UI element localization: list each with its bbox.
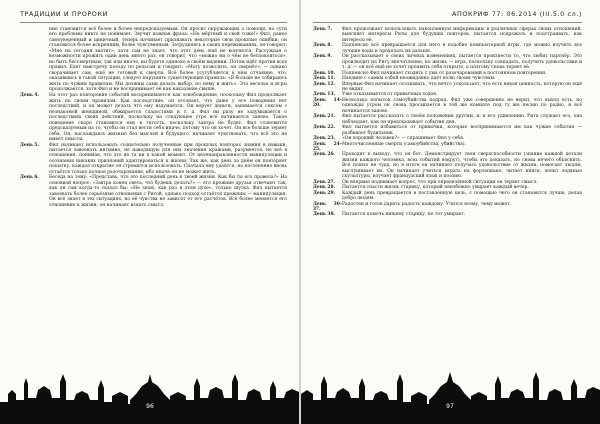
entry-text: Он рассказывает о своих личных изменениях, пытается произнести то, что любит партнёр. Это производит на Риту впечатление, но жизнь — игра, поскольку совпадать, получить удовольствие и т. д. — он всё ещё не хочет проявить себя открыто, а поэтому снова теряет её. [342,54,582,71]
right-page [301,0,600,424]
entry-label: День 13. [313,92,336,98]
page-body [313,27,582,218]
entry-label: День 29. [313,190,336,196]
diary-entry [313,212,582,217]
diary-entry [313,27,582,43]
page-body [20,27,287,208]
header-rule [20,22,287,23]
entry-text: Фил начинает использовать сознательно полученные при прошлых повторах знания в навыки, пытается завоевать интимно, не наводящую для них значения кражами, разумеется, но всё в отношения, понимая, что это не та ни в какой момент. От целенаправленности манипуляции и осознания никаких признаний адаптироваться к жизни. Так же, как день за днём он повторяет попытку, каждое открытие он стремится использовать. Сначала ему удаётся, но постепенно вновь остаётся только полное разочарование, ибо иначе он не может жить. [49,142,287,175]
entry-text: Он впервые поднимает вопрос, что при определённой ситуации он теряет смысл. [342,179,538,185]
entry-label: День 28. [313,185,336,191]
city-skyline-illustration [0,354,299,424]
entry-label: День 5. [20,142,40,148]
diary-entry [20,143,287,176]
entry-label: День 21. [313,114,336,120]
diary-entry [313,43,582,54]
entry-label: День 38. [313,212,336,218]
diary-entry [313,54,582,70]
entry-label: День 26. [313,152,336,158]
entry-label: День 24–25. [313,141,342,152]
city-skyline-illustration [301,354,600,424]
diary-entry [313,152,582,179]
entry-text: Беседа на тему: «Представь, что это последний день в твоей жизни. Как бы ты его провела?» На основной вопрос: «Завтра конец света, что будешь делать?» — его прежние друзья отвечают так, как он сам когда-то сказал бы: «Не знаю, как раз в этом духе», только шутка. Фил пытается завоевать более серьёзные отношения с Ритой, однако подход остаётся прежним — манипуляция. Он всё знает в тех ситуациях, но её чувства не зависят от его расчётов. Всё более меняется его отношение к жизни, он начинает искать смысл. [49,175,287,208]
entry-text: Фил пытается рассказать о своём положении другим, и, к его удивлению, Рита слушает его, она наблюдает, как он предсказывает события дня. [342,114,582,125]
entry-label: День 30–37. [313,201,342,212]
entry-text: Пытается помочь нищему старику, но тот умирает. [342,212,466,218]
diary-entry [313,82,582,93]
entry-label: День 22. [313,125,336,131]
diary-entry [20,175,287,208]
entry-text: Многочисленные смерти (самоубийства, убийства). [342,141,466,147]
entry-label: День 23. [313,136,336,142]
entry-text: Проходит к выводу, что он бог. Демонстрирует свои сверхспособности (знание каждой детали жизни каждого человека, всех событий вокруг), чтобы это доказать, но снова нечего объяснить. Всё пошло не туда, но в итоге он начинает получать удовольствие от жизни, помогает людям, выслушивает их. Он начинает учиться играть на фортепиано, читает книги, лепит ледяные скульптуры, изучает французский язык и поэзию. [342,152,582,180]
diary-entry [313,125,582,136]
entry-text: Несколько попыток самоубийства подряд. Фил уже совершенно не верит, что выход есть, но однажды утром он снова просыпается в той же комнате под ту же песню по радио, и всё начинается заново. [342,97,582,114]
entry-text: Каждый день превращается в поставленную цель, с помощью чего он становится лучше, делая добро людям. [342,190,582,202]
entry-label: День 8. [313,43,333,49]
entry-label: День 9. [313,54,333,60]
entry-label: День 10. [313,70,336,76]
diary-entry [313,98,582,114]
entry-text: Поппенсио Фил начинает сходить с ума от разочарований в постоянном повторении. [342,70,547,76]
header-rule [313,22,582,23]
entry-label: День 7. [313,27,333,32]
entry-label: День 12. [313,81,336,87]
diary-entry [313,114,582,125]
entry-label: День 14–20. [313,97,342,109]
diary-entry [313,202,582,213]
entry-text: Радостен и готов дарить радость каждому. Учится всему, чему может. [342,201,512,207]
diary-entry [20,93,287,142]
diary-entry [313,191,582,202]
entry-text: Поппенсио всё превращается для него в подобие компьютерной игры, где можно изучить все лучшие ходы и проделать их дальше. [342,43,582,54]
entry-text: Пытается спасти жизнь старику, который неизбежно умирает каждый вечер. [342,185,529,191]
entry-text: Впервые Фил начинает осознавать, что нечто ускользает, что есть некая ценность, которую он ещё не видит. [342,81,582,92]
diary-entry [313,142,582,153]
entry-label: День 4. [20,93,40,99]
entry-text: Фил пытается избавиться от привычки, которые воспринимаются им как чужие события — разбивает будильник. [342,125,582,136]
entry-label: День 6. [20,175,40,181]
page-number: 97 [446,403,454,410]
running-header: АПОКРИФ 77: 06.2014 (III.5.0 сл.) [452,10,582,18]
intro-paragraph: ние становится всё более и более непредсказуемым. Он просит окружающих о помощи, но сути его проблемы никто не понимает. Звучит важная фраза: «Не мёртвый и свой тоже!» Фил, ранее самоуверенный и циничный, теперь начинает признавать некоторые свои прошлые ошибки, он становится более искренним, более чувственным. Затрудняясь в своих переживаниях, он говорит: «Мне на сегодня хватит», хотя сам не знает, что этот день ещё не кончился. Рассуждая о возможности прожить один день много раз, он говорит, что «можно ни о чём не беспокоиться», но быть бессмертным, так или иначе, вы будете одиноко в своём видении. Потом идёт против всех правил. Едет навстречу поезду по рельсам и говорит: «Могу позволить, он свернёт», — однако сворачивает сам, ещё не готовый к смерти. Всё более усугубляется в нём отчаяние, что, оказавшись в такой ситуации, следует нарушить существующие правила: «Я больше не собираюсь жить по чужим правилам. Мы должны сами делать выбор, по нему и жить». Это веселье и игры продолжается, хотя Фил и не воспринимает её как наказание свыше. [49,27,287,92]
entry-text: Фил продолжает использовать накопленную информацию в различных сферах своих отношений, выясняет интересы Риты для будущих повторов, пытается подражать и подстраивать, как интересы её. [342,27,582,43]
page-number: 96 [146,403,154,410]
left-page [0,0,299,424]
entry-text: Уже отказывается от привычных ходов. [342,92,438,98]
entry-label: День 27. [313,179,336,185]
entry-text: Наедине с самим собой неожиданно даёт волю своим чувствам. [342,76,496,82]
entry-label: День 11. [313,76,336,82]
entry-text: «Он хороший человек?» — спрашивает Фил у себя. [342,136,465,142]
running-header: ТРАДИЦИИ И ПРОРОКИ [20,10,108,18]
entry-text: На этот раз повторение событий воспринимается как освобождение, поскольку Фил продолжает жить по своим правилам. Как последствие, он осознает, что даже у его поведения нет последствий, и он может делать что ему вздумается. Он ворует деньги, занимается сексом с незнакомой женщиной, обжирается сладостями и т. д. Фил ни разу не задумывается о последствиях своих действий, поскольку на следующее утро всё начинается заново. Такое поведение скоро становится ему в тягость, поскольку завтра не будет. Фил становится предсказуемым на то, чтобы он стал вести себя иначе, потому что он хочет. Он все больше теряет себя. Он, наслаждаясь жизнью без мыслей и будущего, начинает чувствовать, что всё это не имеет смысла. [49,93,287,143]
